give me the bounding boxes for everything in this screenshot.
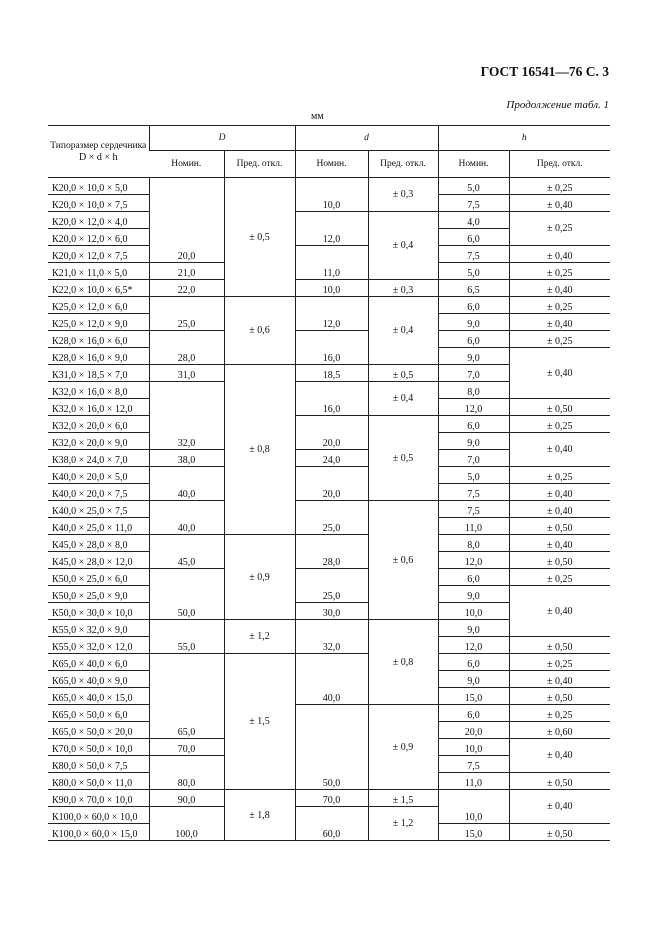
header-group-d: d bbox=[295, 126, 438, 151]
cell-core-type: К65,0 × 40,0 × 9,0 bbox=[48, 671, 149, 688]
cell-h-nominal: 9,0 bbox=[438, 433, 509, 450]
cell-core-type: К20,0 × 12,0 × 4,0 bbox=[48, 212, 149, 229]
cell-h-deviation: ± 0,60 bbox=[509, 722, 610, 739]
cell-h-deviation: ± 0,50 bbox=[509, 637, 610, 654]
cell-h-deviation: ± 0,25 bbox=[509, 569, 610, 586]
cell-d-nominal: 12,0 bbox=[295, 212, 368, 246]
cell-core-type: К40,0 × 25,0 × 7,5 bbox=[48, 501, 149, 518]
cell-d-nominal: 20,0 bbox=[295, 416, 368, 450]
core-dimensions-table bbox=[48, 125, 610, 841]
cell-D-nominal: 40,0 bbox=[149, 501, 224, 535]
cell-d-deviation: ± 0,5 bbox=[368, 365, 438, 382]
cell-h-deviation: ± 0,25 bbox=[509, 705, 610, 722]
cell-h-nominal: 15,0 bbox=[438, 824, 509, 841]
unit-label: мм bbox=[311, 111, 324, 122]
cell-h-nominal: 12,0 bbox=[438, 552, 509, 569]
cell-d-nominal: 16,0 bbox=[295, 331, 368, 365]
cell-D-nominal: 25,0 bbox=[149, 297, 224, 331]
cell-h-deviation: ± 0,40 bbox=[509, 280, 610, 297]
cell-h-deviation: ± 0,50 bbox=[509, 688, 610, 705]
cell-h-nominal: 9,0 bbox=[438, 620, 509, 637]
cell-h-deviation: ± 0,40 bbox=[509, 790, 610, 824]
cell-core-type: К21,0 × 11,0 × 5,0 bbox=[48, 263, 149, 280]
cell-D-deviation: ± 1,5 bbox=[224, 654, 295, 790]
cell-h-nominal: 10,0 bbox=[438, 603, 509, 620]
cell-core-type: К32,0 × 20,0 × 9,0 bbox=[48, 433, 149, 450]
cell-h-nominal: 6,0 bbox=[438, 569, 509, 586]
cell-h-nominal: 11,0 bbox=[438, 773, 509, 790]
cell-h-deviation: ± 0,40 bbox=[509, 501, 610, 518]
cell-h-deviation: ± 0,50 bbox=[509, 824, 610, 841]
cell-d-nominal: 18,5 bbox=[295, 365, 368, 382]
cell-D-deviation: ± 0,5 bbox=[224, 178, 295, 297]
header-D-deviation: Пред. откл. bbox=[224, 151, 295, 178]
cell-core-type: К100,0 × 60,0 × 15,0 bbox=[48, 824, 149, 841]
cell-D-nominal: 100,0 bbox=[149, 807, 224, 841]
header-core-type-label: Типоразмер сердечника bbox=[50, 140, 147, 151]
cell-h-nominal: 11,0 bbox=[438, 518, 509, 535]
cell-h-deviation: ± 0,40 bbox=[509, 671, 610, 688]
cell-core-type: К40,0 × 20,0 × 7,5 bbox=[48, 484, 149, 501]
cell-d-deviation: ± 0,5 bbox=[368, 416, 438, 501]
cell-d-nominal: 50,0 bbox=[295, 705, 368, 790]
cell-core-type: К28,0 × 16,0 × 6,0 bbox=[48, 331, 149, 348]
cell-h-deviation: ± 0,25 bbox=[509, 178, 610, 195]
cell-h-nominal: 9,0 bbox=[438, 314, 509, 331]
cell-d-nominal: 25,0 bbox=[295, 569, 368, 603]
cell-h-nominal: 7,5 bbox=[438, 501, 509, 518]
cell-h-nominal: 10,0 bbox=[438, 739, 509, 756]
cell-D-nominal: 45,0 bbox=[149, 535, 224, 569]
cell-D-nominal: 31,0 bbox=[149, 365, 224, 382]
cell-d-nominal: 70,0 bbox=[295, 790, 368, 807]
cell-core-type: К50,0 × 25,0 × 9,0 bbox=[48, 586, 149, 603]
cell-core-type: К90,0 × 70,0 × 10,0 bbox=[48, 790, 149, 807]
cell-core-type: К70,0 × 50,0 × 10,0 bbox=[48, 739, 149, 756]
cell-core-type: К65,0 × 40,0 × 6,0 bbox=[48, 654, 149, 671]
cell-h-nominal: 6,0 bbox=[438, 654, 509, 671]
cell-D-nominal: 65,0 bbox=[149, 654, 224, 739]
cell-D-deviation: ± 1,8 bbox=[224, 790, 295, 841]
cell-core-type: К40,0 × 20,0 × 5,0 bbox=[48, 467, 149, 484]
cell-h-nominal: 12,0 bbox=[438, 399, 509, 416]
cell-d-deviation: ± 0,4 bbox=[368, 297, 438, 365]
header-core-type-formula: D × d × h bbox=[78, 151, 118, 163]
cell-h-deviation: ± 0,40 bbox=[509, 739, 610, 773]
cell-h-nominal: 9,0 bbox=[438, 671, 509, 688]
cell-h-nominal: 7,0 bbox=[438, 450, 509, 467]
cell-d-deviation: ± 0,4 bbox=[368, 212, 438, 280]
cell-h-nominal: 6,0 bbox=[438, 297, 509, 314]
header-group-D: D bbox=[149, 126, 295, 151]
cell-d-deviation: ± 0,3 bbox=[368, 280, 438, 297]
cell-core-type: К50,0 × 30,0 × 10,0 bbox=[48, 603, 149, 620]
cell-d-nominal: 20,0 bbox=[295, 467, 368, 501]
cell-d-nominal: 10,0 bbox=[295, 280, 368, 297]
cell-d-nominal: 12,0 bbox=[295, 297, 368, 331]
table-row bbox=[48, 178, 610, 195]
cell-d-nominal: 28,0 bbox=[295, 535, 368, 569]
table-row bbox=[48, 416, 610, 433]
cell-h-nominal: 5,0 bbox=[438, 263, 509, 280]
cell-core-type: К20,0 × 10,0 × 7,5 bbox=[48, 195, 149, 212]
table-row bbox=[48, 705, 610, 722]
table-body bbox=[48, 178, 610, 841]
cell-d-deviation: ± 0,4 bbox=[368, 382, 438, 416]
cell-h-deviation: ± 0,50 bbox=[509, 399, 610, 416]
cell-D-nominal: 40,0 bbox=[149, 467, 224, 501]
cell-h-deviation: ± 0,50 bbox=[509, 518, 610, 535]
table-row bbox=[48, 331, 610, 348]
cell-d-deviation: ± 1,5 bbox=[368, 790, 438, 807]
cell-core-type: К55,0 × 32,0 × 9,0 bbox=[48, 620, 149, 637]
cell-D-nominal: 50,0 bbox=[149, 569, 224, 620]
cell-D-nominal: 38,0 bbox=[149, 450, 224, 467]
cell-h-deviation: ± 0,25 bbox=[509, 467, 610, 484]
cell-core-type: К31,0 × 18,5 × 7,0 bbox=[48, 365, 149, 382]
cell-core-type: К32,0 × 16,0 × 12,0 bbox=[48, 399, 149, 416]
cell-D-nominal: 90,0 bbox=[149, 790, 224, 807]
cell-D-nominal: 28,0 bbox=[149, 331, 224, 365]
header-D-nominal: Номин. bbox=[149, 151, 224, 178]
cell-h-nominal: 7,5 bbox=[438, 756, 509, 773]
cell-h-nominal: 4,0 bbox=[438, 212, 509, 229]
cell-D-nominal: 32,0 bbox=[149, 382, 224, 450]
table-row bbox=[48, 654, 610, 671]
cell-h-nominal: 15,0 bbox=[438, 688, 509, 705]
cell-core-type: К28,0 × 16,0 × 9,0 bbox=[48, 348, 149, 365]
cell-h-deviation: ± 0,25 bbox=[509, 212, 610, 246]
cell-core-type: К20,0 × 12,0 × 6,0 bbox=[48, 229, 149, 246]
cell-d-nominal: 11,0 bbox=[295, 246, 368, 280]
cell-h-nominal: 6,0 bbox=[438, 705, 509, 722]
header-d-deviation: Пред. откл. bbox=[368, 151, 438, 178]
cell-h-deviation: ± 0,40 bbox=[509, 484, 610, 501]
cell-D-nominal: 22,0 bbox=[149, 280, 224, 297]
cell-core-type: К20,0 × 10,0 × 5,0 bbox=[48, 178, 149, 195]
cell-D-nominal: 20,0 bbox=[149, 178, 224, 263]
cell-h-nominal: 5,0 bbox=[438, 467, 509, 484]
cell-h-deviation: ± 0,40 bbox=[509, 433, 610, 467]
header-core-type bbox=[48, 126, 149, 178]
cell-h-nominal: 7,5 bbox=[438, 195, 509, 212]
page-header: ГОСТ 16541—76 С. 3 bbox=[480, 64, 609, 79]
cell-d-nominal: 32,0 bbox=[295, 620, 368, 654]
cell-core-type: К22,0 × 10,0 × 6,5* bbox=[48, 280, 149, 297]
cell-h-deviation: ± 0,40 bbox=[509, 348, 610, 399]
table-row bbox=[48, 212, 610, 229]
cell-h-nominal: 6,5 bbox=[438, 280, 509, 297]
cell-core-type: К25,0 × 12,0 × 9,0 bbox=[48, 314, 149, 331]
cell-core-type: К65,0 × 40,0 × 15,0 bbox=[48, 688, 149, 705]
cell-d-nominal: 40,0 bbox=[295, 654, 368, 705]
cell-core-type: К45,0 × 28,0 × 8,0 bbox=[48, 535, 149, 552]
table-row bbox=[48, 467, 610, 484]
cell-D-nominal: 80,0 bbox=[149, 756, 224, 790]
cell-core-type: К25,0 × 12,0 × 6,0 bbox=[48, 297, 149, 314]
cell-h-deviation: ± 0,40 bbox=[509, 314, 610, 331]
cell-h-deviation: ± 0,25 bbox=[509, 331, 610, 348]
cell-h-nominal: 8,0 bbox=[438, 382, 509, 399]
table-row bbox=[48, 501, 610, 518]
cell-h-nominal: 7,0 bbox=[438, 365, 509, 382]
cell-D-deviation: ± 0,6 bbox=[224, 297, 295, 365]
cell-D-nominal: 21,0 bbox=[149, 263, 224, 280]
header-d-nominal: Номин. bbox=[295, 151, 368, 178]
cell-D-deviation: ± 1,2 bbox=[224, 620, 295, 654]
cell-h-nominal: 7,5 bbox=[438, 484, 509, 501]
cell-d-nominal: 16,0 bbox=[295, 382, 368, 416]
cell-h-nominal: 9,0 bbox=[438, 586, 509, 603]
table-row bbox=[48, 790, 610, 807]
cell-D-deviation: ± 0,9 bbox=[224, 535, 295, 620]
cell-h-deviation: ± 0,25 bbox=[509, 654, 610, 671]
cell-d-nominal: 24,0 bbox=[295, 450, 368, 467]
cell-core-type: К65,0 × 50,0 × 6,0 bbox=[48, 705, 149, 722]
cell-core-type: К65,0 × 50,0 × 20,0 bbox=[48, 722, 149, 739]
cell-h-deviation: ± 0,40 bbox=[509, 195, 610, 212]
cell-core-type: К32,0 × 16,0 × 8,0 bbox=[48, 382, 149, 399]
cell-d-deviation: ± 1,2 bbox=[368, 807, 438, 841]
table-row bbox=[48, 246, 610, 263]
cell-h-nominal: 6,0 bbox=[438, 416, 509, 433]
cell-d-nominal: 25,0 bbox=[295, 501, 368, 535]
cell-d-deviation: ± 0,6 bbox=[368, 501, 438, 620]
cell-core-type: К38,0 × 24,0 × 7,0 bbox=[48, 450, 149, 467]
header-group-h: h bbox=[438, 126, 610, 151]
table-row bbox=[48, 297, 610, 314]
cell-h-deviation: ± 0,40 bbox=[509, 246, 610, 263]
cell-h-nominal: 10,0 bbox=[438, 790, 509, 824]
cell-core-type: К80,0 × 50,0 × 11,0 bbox=[48, 773, 149, 790]
cell-core-type: К45,0 × 28,0 × 12,0 bbox=[48, 552, 149, 569]
cell-h-nominal: 8,0 bbox=[438, 535, 509, 552]
cell-core-type: К50,0 × 25,0 × 6,0 bbox=[48, 569, 149, 586]
cell-core-type: К100,0 × 60,0 × 10,0 bbox=[48, 807, 149, 824]
cell-d-deviation: ± 0,3 bbox=[368, 178, 438, 212]
cell-D-nominal: 70,0 bbox=[149, 739, 224, 756]
header-h-nominal: Номин. bbox=[438, 151, 509, 178]
cell-D-deviation: ± 0,8 bbox=[224, 365, 295, 535]
cell-h-nominal: 6,0 bbox=[438, 331, 509, 348]
table-row bbox=[48, 535, 610, 552]
cell-d-nominal: 60,0 bbox=[295, 807, 368, 841]
cell-d-deviation: ± 0,9 bbox=[368, 705, 438, 790]
cell-h-nominal: 7,5 bbox=[438, 246, 509, 263]
cell-h-deviation: ± 0,40 bbox=[509, 535, 610, 552]
cell-core-type: К20,0 × 12,0 × 7,5 bbox=[48, 246, 149, 263]
cell-core-type: К55,0 × 32,0 × 12,0 bbox=[48, 637, 149, 654]
cell-h-nominal: 5,0 bbox=[438, 178, 509, 195]
table-row bbox=[48, 569, 610, 586]
cell-core-type: К40,0 × 25,0 × 11,0 bbox=[48, 518, 149, 535]
cell-h-deviation: ± 0,40 bbox=[509, 586, 610, 637]
cell-h-nominal: 6,0 bbox=[438, 229, 509, 246]
cell-h-deviation: ± 0,25 bbox=[509, 297, 610, 314]
cell-h-nominal: 20,0 bbox=[438, 722, 509, 739]
cell-core-type: К80,0 × 50,0 × 7,5 bbox=[48, 756, 149, 773]
cell-h-deviation: ± 0,25 bbox=[509, 416, 610, 433]
cell-d-nominal: 30,0 bbox=[295, 603, 368, 620]
table-row bbox=[48, 280, 610, 297]
cell-core-type: К32,0 × 20,0 × 6,0 bbox=[48, 416, 149, 433]
cell-h-nominal: 9,0 bbox=[438, 348, 509, 365]
header-h-deviation: Пред. откл. bbox=[509, 151, 610, 178]
cell-D-nominal: 55,0 bbox=[149, 620, 224, 654]
table-continuation-note: Продолжение табл. 1 bbox=[506, 99, 609, 111]
cell-h-nominal: 12,0 bbox=[438, 637, 509, 654]
cell-h-deviation: ± 0,25 bbox=[509, 263, 610, 280]
cell-h-deviation: ± 0,50 bbox=[509, 773, 610, 790]
cell-d-nominal: 10,0 bbox=[295, 178, 368, 212]
cell-d-deviation: ± 0,8 bbox=[368, 620, 438, 705]
cell-h-deviation: ± 0,50 bbox=[509, 552, 610, 569]
